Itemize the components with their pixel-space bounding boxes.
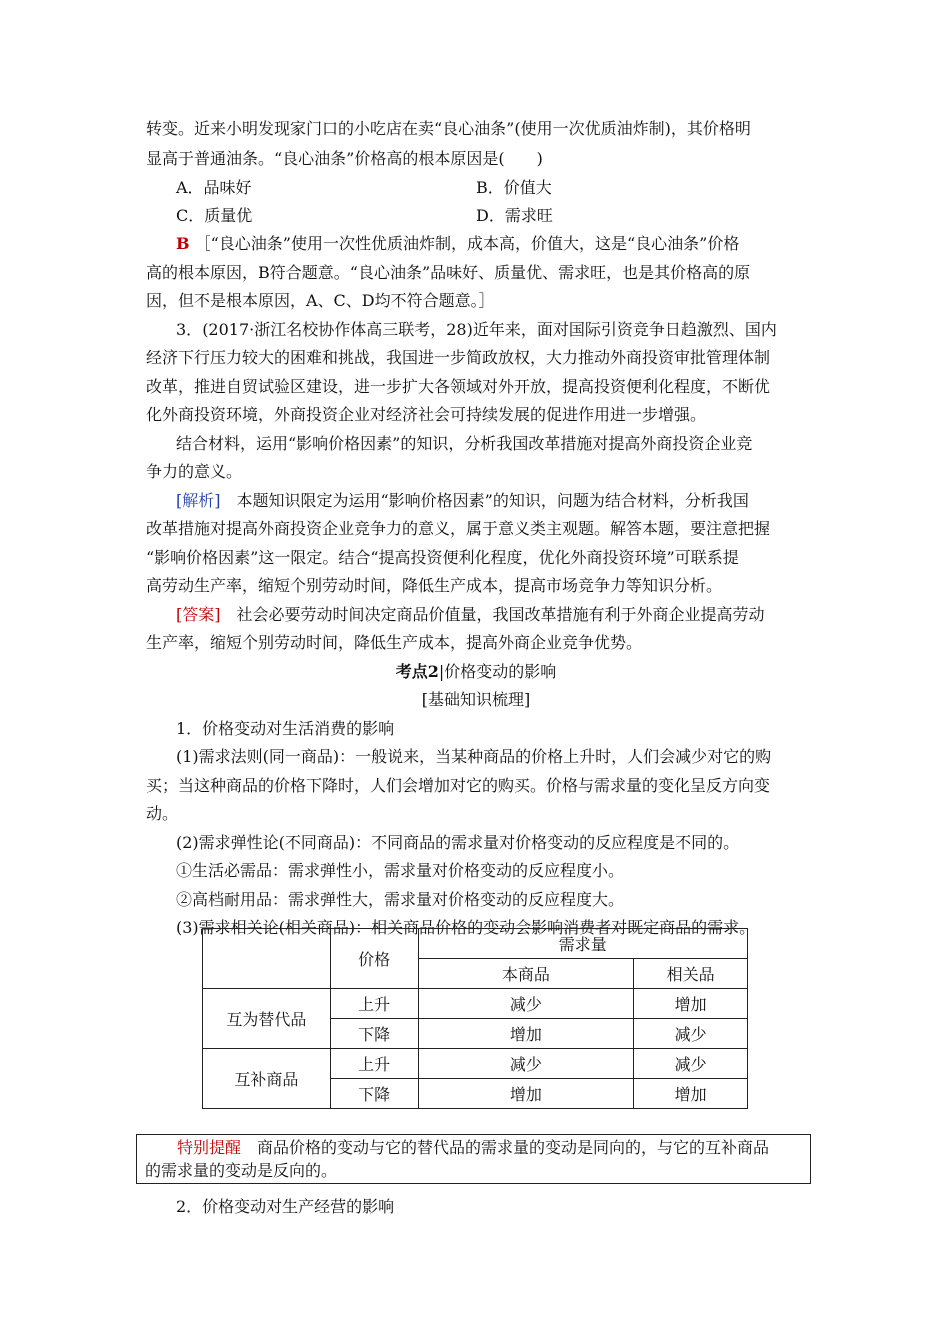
reminder-line: 的需求量的变动是反向的。 xyxy=(145,1161,338,1180)
demand-table xyxy=(202,928,748,1109)
section-name: 价格变动的影响 xyxy=(444,662,557,681)
point-text: (3)需求相关论(相关商品)：相关商品价格的变动会影响消费者对既定商品的需求。 xyxy=(176,918,756,937)
answer-tag: [答案] xyxy=(176,605,221,624)
analysis-line xyxy=(176,489,836,513)
q2-stem-line: 显高于普通油条。“良心油条”价格高的根本原因是( ) xyxy=(146,149,543,168)
table-header-demand: 需求量 xyxy=(418,929,747,959)
section-separator: | xyxy=(438,662,445,681)
q2-stem-line: 转变。近来小明发现家门口的小吃店在卖“良心油条”(使用一次优质油炸制)，其价格明 xyxy=(146,119,751,138)
section-number: 考点2 xyxy=(395,662,439,681)
table-cell: 上升 xyxy=(330,1049,418,1079)
table-cell: 增加 xyxy=(634,989,748,1019)
table-cell: 增加 xyxy=(634,1079,748,1109)
table-row xyxy=(203,1049,748,1079)
table-cell: 减少 xyxy=(634,1049,748,1079)
q2-answer-line xyxy=(176,232,836,256)
table-header-related: 相关品 xyxy=(634,959,748,989)
table-row xyxy=(203,989,748,1019)
table-cell: 上升 xyxy=(330,989,418,1019)
point-text: ①生活必需品：需求弹性小，需求量对价格变动的反应程度小。 xyxy=(176,861,625,880)
analysis-line: 高劳动生产率，缩短个别劳动时间，降低生产成本，提高市场竞争力等知识分析。 xyxy=(146,576,723,595)
q3-stem-line: 化外商投资环境，外商投资企业对经济社会可持续发展的促进作用进一步增强。 xyxy=(146,405,707,424)
answer-text: 社会必要劳动时间决定商品价值量，我国改革措施有利于外商企业提高劳动 xyxy=(220,605,765,624)
table-cell: 减少 xyxy=(418,1049,634,1079)
option-c: C．质量优 xyxy=(176,206,253,225)
reminder-text: 商品价格的变动与它的替代品的需求量的变动是同向的，与它的互补商品 xyxy=(241,1138,770,1157)
section-subtitle: [基础知识梳理] xyxy=(421,690,531,709)
section-title xyxy=(146,660,806,684)
point-text: (2)需求弹性论(不同商品)：不同商品的需求量对价格变动的反应程度是不同的。 xyxy=(176,833,740,852)
analysis-line: 改革措施对提高外商投资企业竞争力的意义，属于意义类主观题。解答本题，要注意把握 xyxy=(146,519,771,538)
q3-task-line: 争力的意义。 xyxy=(146,462,243,481)
table-corner-cell xyxy=(203,929,331,989)
point-heading: 1．价格变动对生活消费的影响 xyxy=(176,719,395,738)
point-text: 动。 xyxy=(146,804,179,823)
answer-explanation: ［“良心油条”使用一次性优质油炸制，成本高，价值大，这是“良心油条”价格 xyxy=(194,234,740,253)
table-cell: 减少 xyxy=(634,1019,748,1049)
q3-task-line: 结合材料，运用“影响价格因素”的知识，分析我国改革措施对提高外商投资企业竞 xyxy=(176,434,753,453)
table-header-price: 价格 xyxy=(330,929,418,989)
q3-stem-line: 改革，推进自贸试验区建设，进一步扩大各领域对外开放，提高投资便利化程度，不断优 xyxy=(146,377,771,396)
answer-line xyxy=(176,603,836,627)
point-text: (1)需求法则(同一商品)：一般说来，当某种商品的价格上升时，人们会减少对它的购 xyxy=(176,747,772,766)
q3-text: 近年来，面对国际引资竞争日趋激烈、国内 xyxy=(472,320,777,339)
point-text: 买；当这种商品的价格下降时，人们会增加对它的购买。价格与需求量的变化呈反方向变 xyxy=(146,776,771,795)
q3-stem-line: 经济下行压力较大的困难和挑战，我国进一步简政放权，大力推动外商投资审批管理体制 xyxy=(146,348,771,367)
table-cell: 增加 xyxy=(418,1079,634,1109)
answer-letter: B xyxy=(176,234,190,253)
q2-answer-line: 高的根本原因，B符合题意。“良心油条”品味好、质量优、需求旺，也是其价格高的原 xyxy=(146,263,751,282)
special-reminder-box xyxy=(136,1134,811,1184)
option-d: D．需求旺 xyxy=(476,206,553,225)
analysis-line: “影响价格因素”这一限定。结合“提高投资便利化程度，优化外商投资环境”可联系提 xyxy=(146,548,739,567)
option-a: A．品味好 xyxy=(176,178,252,197)
point-heading: 2．价格变动对生产经营的影响 xyxy=(176,1197,395,1216)
table-group-label: 互为替代品 xyxy=(203,989,331,1049)
answer-line: 生产率，缩短个别劳动时间，降低生产成本，提高外商企业竞争优势。 xyxy=(146,633,643,652)
table-cell: 下降 xyxy=(330,1019,418,1049)
table-group-label: 互补商品 xyxy=(203,1049,331,1109)
reminder-line xyxy=(177,1137,769,1159)
point-text: ②高档耐用品：需求弹性大，需求量对价格变动的反应程度大。 xyxy=(176,890,625,909)
analysis-text: 本题知识限定为运用“影响价格因素”的知识，问题为结合材料，分析我国 xyxy=(220,491,749,510)
table-cell: 下降 xyxy=(330,1079,418,1109)
reminder-tag: 特别提醒 xyxy=(177,1138,242,1157)
q3-stem-line xyxy=(176,318,836,342)
question-number: 3． xyxy=(176,320,203,339)
q2-answer-line: 因，但不是根本原因，A、C、D均不符合题意。］ xyxy=(146,291,495,310)
analysis-tag: [解析] xyxy=(176,491,221,510)
question-source: (2017·浙江名校协作体高三联考，28) xyxy=(202,320,473,339)
option-b: B．价值大 xyxy=(476,178,552,197)
table-cell: 减少 xyxy=(418,989,634,1019)
table-cell: 增加 xyxy=(418,1019,634,1049)
table-header-this: 本商品 xyxy=(418,959,634,989)
